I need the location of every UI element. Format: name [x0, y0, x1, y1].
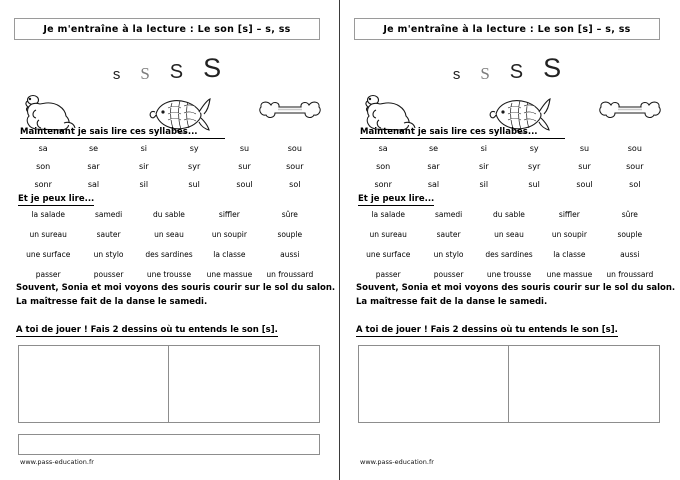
letter-capital-s-medium: S — [169, 61, 184, 83]
word-cell: un sureau — [369, 230, 407, 239]
word-cell: une surface — [366, 250, 411, 259]
word-cell: une surface — [26, 250, 71, 259]
letter-script-s: S — [480, 64, 490, 83]
syllable-cell: su — [579, 144, 590, 153]
syllable-cell: si — [480, 144, 488, 153]
syllable-cell: sur — [238, 162, 251, 171]
word-cell: siffler — [218, 210, 240, 219]
sentence-line: Souvent, Sonia et moi voyons des souris courir sur le sol du salon. — [356, 283, 676, 293]
sentence-line: Souvent, Sonia et moi voyons des souris courir sur le sol du salon. — [16, 283, 336, 293]
words-heading-text: Et je peux lire... — [18, 194, 95, 204]
syllable-cell: se — [428, 144, 439, 153]
syllable-cell: sul — [528, 180, 540, 189]
words-section-heading — [18, 194, 94, 204]
syllable-cell: sul — [188, 180, 200, 189]
page-title: Je m'entraîne à la lecture : Le son [s] – s, ss — [383, 23, 631, 35]
word-cell: un stylo — [93, 250, 124, 259]
syllable-cell: sonr — [34, 180, 52, 189]
syllables-grid — [18, 144, 320, 189]
syllable-cell: sy — [189, 144, 199, 153]
word-cell: sauter — [96, 230, 121, 239]
syllables-grid — [358, 144, 660, 189]
footer-url: www.pass-education.fr — [20, 458, 94, 466]
word-cell: des sardines — [145, 250, 193, 259]
syllable-cell: syr — [188, 162, 201, 171]
syllable-cell: sol — [629, 180, 641, 189]
letter-display-row — [14, 50, 320, 84]
drawing-box-1[interactable] — [359, 346, 509, 422]
drawing-box-1[interactable] — [19, 346, 169, 422]
word-cell: un froussard — [606, 270, 654, 279]
syllable-cell: sil — [139, 180, 149, 189]
word-cell: siffler — [558, 210, 580, 219]
syllable-cell: sa — [38, 144, 48, 153]
word-cell: un soupir — [551, 230, 587, 239]
title-banner — [354, 18, 660, 40]
letter-capital-s-medium: S — [509, 61, 524, 83]
syllables-heading-text: Maintenant je sais lire ces syllabes... — [20, 127, 225, 139]
syllable-cell: sur — [578, 162, 591, 171]
word-cell: un stylo — [433, 250, 464, 259]
syllables-section-heading — [360, 127, 570, 139]
syllable-cell: sal — [427, 180, 440, 189]
word-cell: une trousse — [486, 270, 532, 279]
sentences-block — [356, 281, 676, 309]
word-cell: une massue — [546, 270, 593, 279]
word-cell: sûre — [281, 210, 298, 219]
drawing-boxes — [18, 345, 320, 423]
syllable-cell: sonr — [374, 180, 392, 189]
word-cell: du sable — [493, 210, 525, 219]
word-cell: la salade — [371, 210, 405, 219]
syllable-cell: sar — [87, 162, 100, 171]
words-grid — [18, 210, 320, 279]
drawing-boxes — [358, 345, 660, 423]
sentences-block — [16, 281, 336, 309]
footer-url: www.pass-education.fr — [360, 458, 434, 466]
syllable-cell: soul — [236, 180, 253, 189]
syllable-cell: son — [36, 162, 51, 171]
letter-lowercase-s-small: s — [452, 66, 461, 83]
syllable-cell: sal — [87, 180, 100, 189]
word-cell: passer — [375, 270, 401, 279]
syllable-cell: sar — [427, 162, 440, 171]
syllable-cell: sa — [378, 144, 388, 153]
letter-script-s: S — [140, 64, 150, 83]
word-cell: un sureau — [29, 230, 67, 239]
word-cell: la classe — [553, 250, 586, 259]
words-section-heading — [358, 194, 434, 204]
word-cell: pousser — [93, 270, 124, 279]
bone-illustration — [599, 98, 661, 124]
word-cell: une massue — [206, 270, 253, 279]
task-instruction — [16, 325, 278, 335]
word-cell: samedi — [94, 210, 123, 219]
sentence-line: La maîtresse fait de la danse le samedi. — [356, 297, 548, 307]
word-cell: un froussard — [266, 270, 314, 279]
letter-lowercase-s-small: s — [112, 66, 121, 83]
word-cell: sûre — [621, 210, 638, 219]
letter-display-row — [354, 50, 660, 84]
syllable-cell: sour — [626, 162, 644, 171]
word-cell: passer — [35, 270, 61, 279]
bone-illustration — [259, 98, 321, 124]
syllable-cell: syr — [528, 162, 541, 171]
syllable-cell: sy — [529, 144, 539, 153]
word-cell: un seau — [154, 230, 184, 239]
word-cell: des sardines — [485, 250, 533, 259]
word-cell: du sable — [153, 210, 185, 219]
syllable-cell: son — [376, 162, 391, 171]
syllable-cell: sir — [478, 162, 489, 171]
answer-bar[interactable] — [18, 434, 320, 455]
word-cell: une trousse — [146, 270, 192, 279]
drawing-box-2[interactable] — [509, 346, 659, 422]
word-cell: la classe — [213, 250, 246, 259]
word-cell: aussi — [620, 250, 640, 259]
word-cell: souple — [277, 230, 303, 239]
word-cell: sauter — [436, 230, 461, 239]
syllable-cell: sour — [286, 162, 304, 171]
word-cell: souple — [617, 230, 643, 239]
syllables-section-heading — [20, 127, 230, 139]
task-instruction-text: A toi de jouer ! Fais 2 dessins où tu entends le son [s]. — [16, 325, 278, 335]
syllable-cell: su — [239, 144, 250, 153]
drawing-box-2[interactable] — [169, 346, 319, 422]
word-cell: pousser — [433, 270, 464, 279]
word-cell: un seau — [494, 230, 524, 239]
title-banner — [14, 18, 320, 40]
syllable-cell: soul — [576, 180, 593, 189]
syllable-cell: si — [140, 144, 148, 153]
syllable-cell: sol — [289, 180, 301, 189]
task-instruction — [356, 325, 618, 335]
word-cell: aussi — [280, 250, 300, 259]
syllable-cell: sou — [287, 144, 302, 153]
letter-capital-s-large: S — [543, 53, 562, 83]
words-grid — [358, 210, 660, 279]
syllable-cell: sir — [138, 162, 149, 171]
syllable-cell: sil — [479, 180, 489, 189]
word-cell: un soupir — [211, 230, 247, 239]
syllable-cell: se — [88, 144, 99, 153]
word-cell: samedi — [434, 210, 463, 219]
words-heading-text: Et je peux lire... — [358, 194, 435, 204]
page-title: Je m'entraîne à la lecture : Le son [s] – s, ss — [43, 23, 291, 35]
worksheet-page-right — [340, 0, 680, 480]
letter-capital-s-large: S — [203, 53, 222, 83]
task-instruction-text: A toi de jouer ! Fais 2 dessins où tu entends le son [s]. — [356, 325, 618, 335]
syllables-heading-text: Maintenant je sais lire ces syllabes... — [360, 127, 565, 139]
word-cell: la salade — [31, 210, 65, 219]
syllable-cell: sou — [627, 144, 642, 153]
sentence-line: La maîtresse fait de la danse le samedi. — [16, 297, 208, 307]
